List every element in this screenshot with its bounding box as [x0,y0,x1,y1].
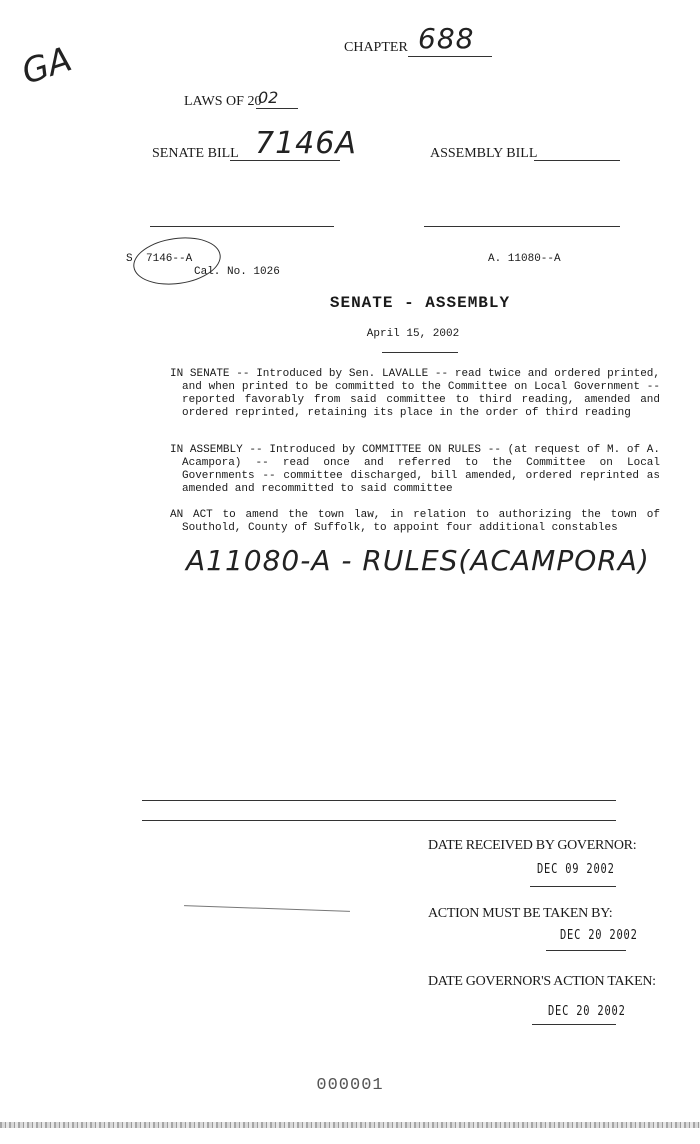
action-must-be-taken-label: ACTION MUST BE TAKEN BY: [428,906,613,921]
senate-bill-number: 7146--A [146,253,193,265]
lower-rule-1 [142,800,616,801]
date-received-stamp: DEC 09 2002 [537,862,615,877]
senate-bill-underline [230,160,340,161]
blank-line-right [424,226,620,227]
handwritten-assembly-note: A11080-A - RULES(ACAMPORA) [186,544,650,577]
action-taken-label: DATE GOVERNOR'S ACTION TAKEN: [428,974,656,989]
stamp-s-letter: S [126,253,133,265]
blank-line-left [150,226,334,227]
assembly-bill-number: A. 11080--A [488,253,561,265]
lower-rule-2 [142,820,616,821]
laws-label: LAWS OF 20 [184,94,262,109]
act-paragraph: AN ACT to amend the town law, in relation to authorizing the town of Southold, County of Suffolk, to appoint four additional constables [170,509,660,534]
laws-year-value: 02 [258,88,279,107]
scan-artifact-line [0,1122,700,1128]
action-taken-stamp: DEC 20 2002 [548,1004,626,1019]
senate-paragraph: IN SENATE -- Introduced by Sen. LAVALLE -- read twice and ordered printed, and when printed to be committed to the Committee on Local Government -- reported favorably from said committee to third reading, amended and ordered reprinted, retaining its place in the order of third reading [170,368,660,419]
action-deadline-underline [546,950,626,951]
document-heading: SENATE - ASSEMBLY [329,294,511,312]
corner-handwritten-mark: GA [17,39,77,93]
action-taken-underline [532,1024,616,1025]
page-number: 000001 [316,1076,384,1095]
chapter-value: 688 [418,22,475,55]
chapter-label: CHAPTER [344,40,408,55]
date-received-underline [530,886,616,887]
document-date: April 15, 2002 [366,328,460,340]
faint-stray-line [184,905,350,912]
chapter-underline [408,56,492,57]
assembly-bill-label: ASSEMBLY BILL [430,146,538,161]
senate-bill-label: SENATE BILL [152,146,239,161]
laws-underline [256,108,298,109]
date-received-label: DATE RECEIVED BY GOVERNOR: [428,838,637,853]
senate-bill-value: 7146A [255,126,357,161]
assembly-paragraph: IN ASSEMBLY -- Introduced by COMMITTEE ON RULES -- (at request of M. of A. Acampora) -- read once and referred to the Committee on Local Governments -- committee discharged, bill amended, ordered reprinted as amended and recommitted to said committee [170,444,660,495]
action-deadline-stamp: DEC 20 2002 [560,928,638,943]
date-underline [382,352,458,353]
calendar-number: Cal. No. 1026 [194,266,280,278]
assembly-bill-underline [534,160,620,161]
